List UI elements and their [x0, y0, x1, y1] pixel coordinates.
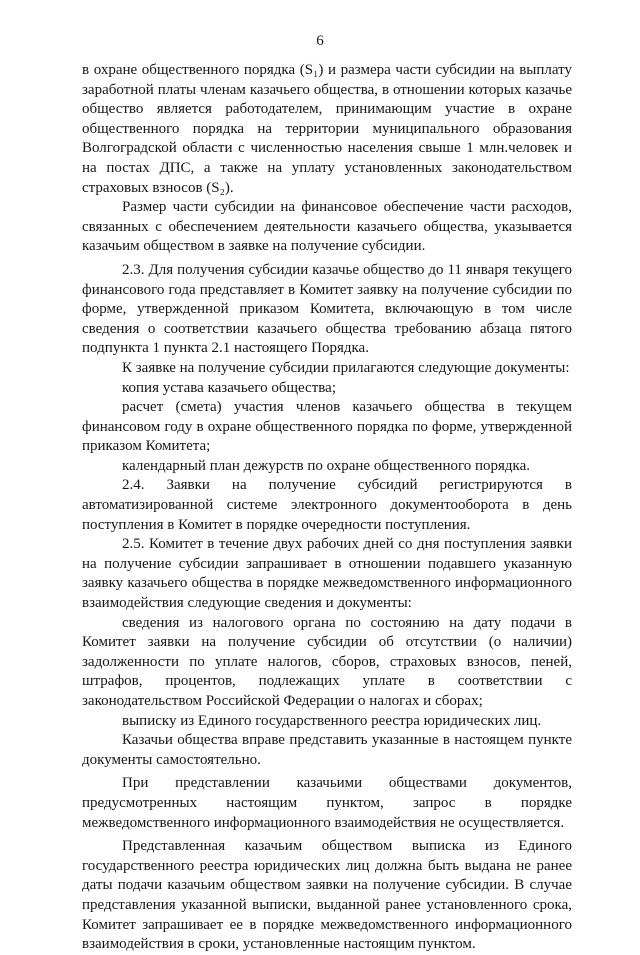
paragraph-self-submission: Казачьи общества вправе представить указанные в настоящем пункте документы самостоятельно.	[82, 732, 572, 768]
list-item-charter-copy: копия устава казачьего общества;	[122, 379, 336, 396]
paragraph-2-5: 2.5. Комитет в течение двух рабочих дней со дня поступления заявки на получение субсидии запрашивает в отношении подавшего указанную заявку казачьего общества в порядке межведомственного информационного взаимодействия следующие сведения и документы:	[82, 536, 572, 612]
list-item-registry-extract: выписку из Единого государственного реестра юридических лиц.	[122, 712, 542, 729]
paragraph-documents-intro: К заявке на получение субсидии прилагаются следующие документы:	[122, 359, 570, 376]
document-body	[82, 61, 572, 955]
paragraph-extract-validity: Представленная казачьим обществом выписка из Единого государственного реестра юридических лиц должна быть выдана не ранее даты подачи казачьим обществом заявки на получение субсидии. В случае представления указанной выписки, выданной ранее установленного срока, Комитет запрашивает ее в порядке межведомственного информационного взаимодействия в сроки, установленные настоящим пунктом.	[82, 838, 572, 953]
paragraph-subsidy-size: Размер части субсидии на финансовое обеспечение части расходов, связанных с обеспечением деятельности казачьего общества, указывается казачьим обществом в заявке на получение субсидии.	[82, 199, 572, 255]
paragraph-2-3: 2.3. Для получения субсидии казачье общество до 11 января текущего финансового года представляет в Комитет заявку на получение субсидии по форме, утвержденной приказом Комитета, включающую в том числе сведения о соответствии казачьего общества требованию абзаца пятого подпункта 1 пункта 2.1 настоящего Порядка.	[82, 261, 572, 357]
list-item-duty-plan: календарный план дежурств по охране общественного порядка.	[122, 457, 531, 474]
paragraph-continuation: в охране общественного порядка (S₁) и размера части субсидии на выплату заработной платы членам казачьего общества, в отношении которых казачье общество является работодателем, принимающим участие в охране общественного порядка на территории муниципального образования Волгоградской области с численностью населения свыше 1 млн.человек и на постах ДПС, а также на уплату установленных законодательством страховых взносов (S₂).	[82, 62, 572, 196]
page-number: 6	[316, 33, 324, 49]
paragraph-2-4: 2.4. Заявки на получение субсидий регистрируются в автоматизированной системе электронного документооборота в день поступления в Комитет в порядке очередности поступления.	[82, 477, 572, 533]
list-item-estimate: расчет (смета) участия членов казачьего общества в текущем финансовом году в охране общественного порядка по форме, утвержденной приказом Комитета;	[82, 399, 572, 455]
list-item-tax-info: сведения из налогового органа по состоянию на дату подачи в Комитет заявки на получение субсидии об отсутствии (о наличии) задолженности по уплате налогов, сборов, страховых взносов, пеней, штрафов, процентов, подлежащих уплате в соответствии с законодательством Российской Федерации о налогах и сборах;	[82, 614, 572, 709]
paragraph-no-request: При представлении казачьими обществами документов, предусмотренных настоящим пунктом, запрос в порядке межведомственного информационного взаимодействия не осуществляется.	[82, 775, 572, 831]
